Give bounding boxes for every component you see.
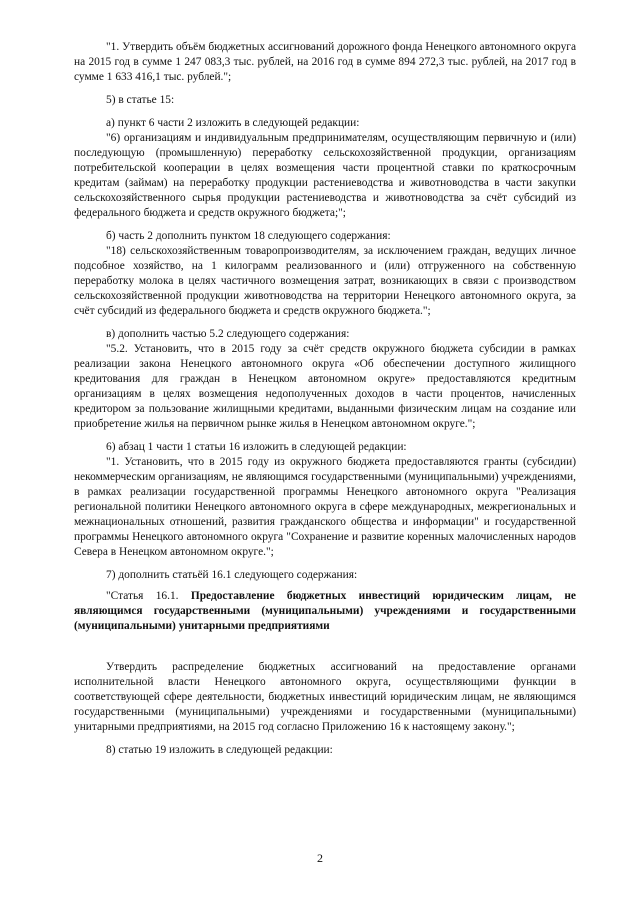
article-prefix: "Статья 16.1. [106,590,191,602]
paragraph-item-5: 5) в статье 15: [106,94,175,106]
page-number: 2 [317,851,323,865]
article-16-1-heading [74,589,576,634]
paragraph-sub-b: б) часть 2 дополнить пунктом 18 следующего содержания: [106,230,391,242]
paragraph-road-fund: "1. Утвердить объём бюджетных ассигнований дорожного фонда Ненецкого автономного округа на 2015 год в сумме 1 247 083,3 тыс. рублей, на 2016 год в сумме 894 272,3 тыс. рублей, на 2017 год в сумме 1 633 416,1 тыс. рублей."; [74,41,576,83]
paragraph-approve-distribution: Утвердить распределение бюджетных ассигнований на предоставление органами исполнительной власти Ненецкого автономного округа, осуществляющими функции в соответствующей сфере деятельности, бюджетных инвестиций юридическим лицам, не являющимся государственными (муниципальными) учреждениями и государственными (муниципальными) унитарными предприятиями, на 2015 год согласно Приложению 16 к настоящему закону."; [74,661,576,733]
paragraph-item-8: 8) статью 19 изложить в следующей редакции: [106,744,333,756]
paragraph-sub-a: а) пункт 6 части 2 изложить в следующей редакции: [106,117,360,129]
paragraph-point-6: "6) организациям и индивидуальным предпринимателям, осуществляющим первичную и (или) последующую (промышленную) переработку сельскохозяйственной продукции, организациям потребительской кооперации в целях возмещения части процентной ставки по краткосрочным кредитам (займам) на переработку продукции растениеводства и животноводства в части закупки сельскохозяйственного сырья продукции растениеводства и животноводства за счёт субсидий из федерального бюджета и средств окружного бюджета;"; [74,132,576,219]
paragraph-sub-v: в) дополнить частью 5.2 следующего содержания: [106,328,350,340]
paragraph-item-6: 6) абзац 1 части 1 статьи 16 изложить в следующей редакции: [106,441,407,453]
article-title: Предоставление бюджетных инвестиций юридическим лицам, не являющимся государственными (муниципальными) учреждениями и государственными (муниципальными) унитарными предприятиями [74,590,576,632]
paragraph-grants: "1. Установить, что в 2015 году из окружного бюджета предоставляются гранты (субсидии) некоммерческим организациям, не являющимся государственными (муниципальными) учреждениями, в рамках реализации государственной программы Ненецкого автономного округа "Реализация региональной политики Ненецкого автономного округа в сфере международных, межрегиональных и межнациональных отношений, развития гражданского общества и информации" и государственной программы Ненецкого автономного округа "Сохранение и развитие коренных малочисленных народов Севера в Ненецком автономном округе."; [74,456,576,558]
paragraph-part-5-2: "5.2. Установить, что в 2015 году за счёт средств окружного бюджета субсидии в рамках реализации закона Ненецкого автономного округа «Об обеспечении доступного жилищного кредитования для граждан в Ненецком автономном округе» предоставляются кредитным организациям в целях возмещения недополученных доходов в части процентов, начисленных кредитором за пользование жилищными кредитами, выданными физическим лицам на создание или приобретение жилья на первичном рынке жилья в Ненецком автономном округе."; [74,343,576,430]
paragraph-item-7: 7) дополнить статьёй 16.1 следующего содержания: [106,569,358,581]
paragraph-point-18: "18) сельскохозяйственным товаропроизводителям, за исключением граждан, ведущих личное подсобное хозяйство, на 1 килограмм реализованного и (или) отгруженного на собственную переработку молока в целях частичного возмещения затрат, возникающих в связи с производством сельскохозяйственной продукции животноводства на территории Ненецкого автономного округа, за счёт субсидий из федерального бюджета и средств окружного бюджета."; [74,245,576,317]
